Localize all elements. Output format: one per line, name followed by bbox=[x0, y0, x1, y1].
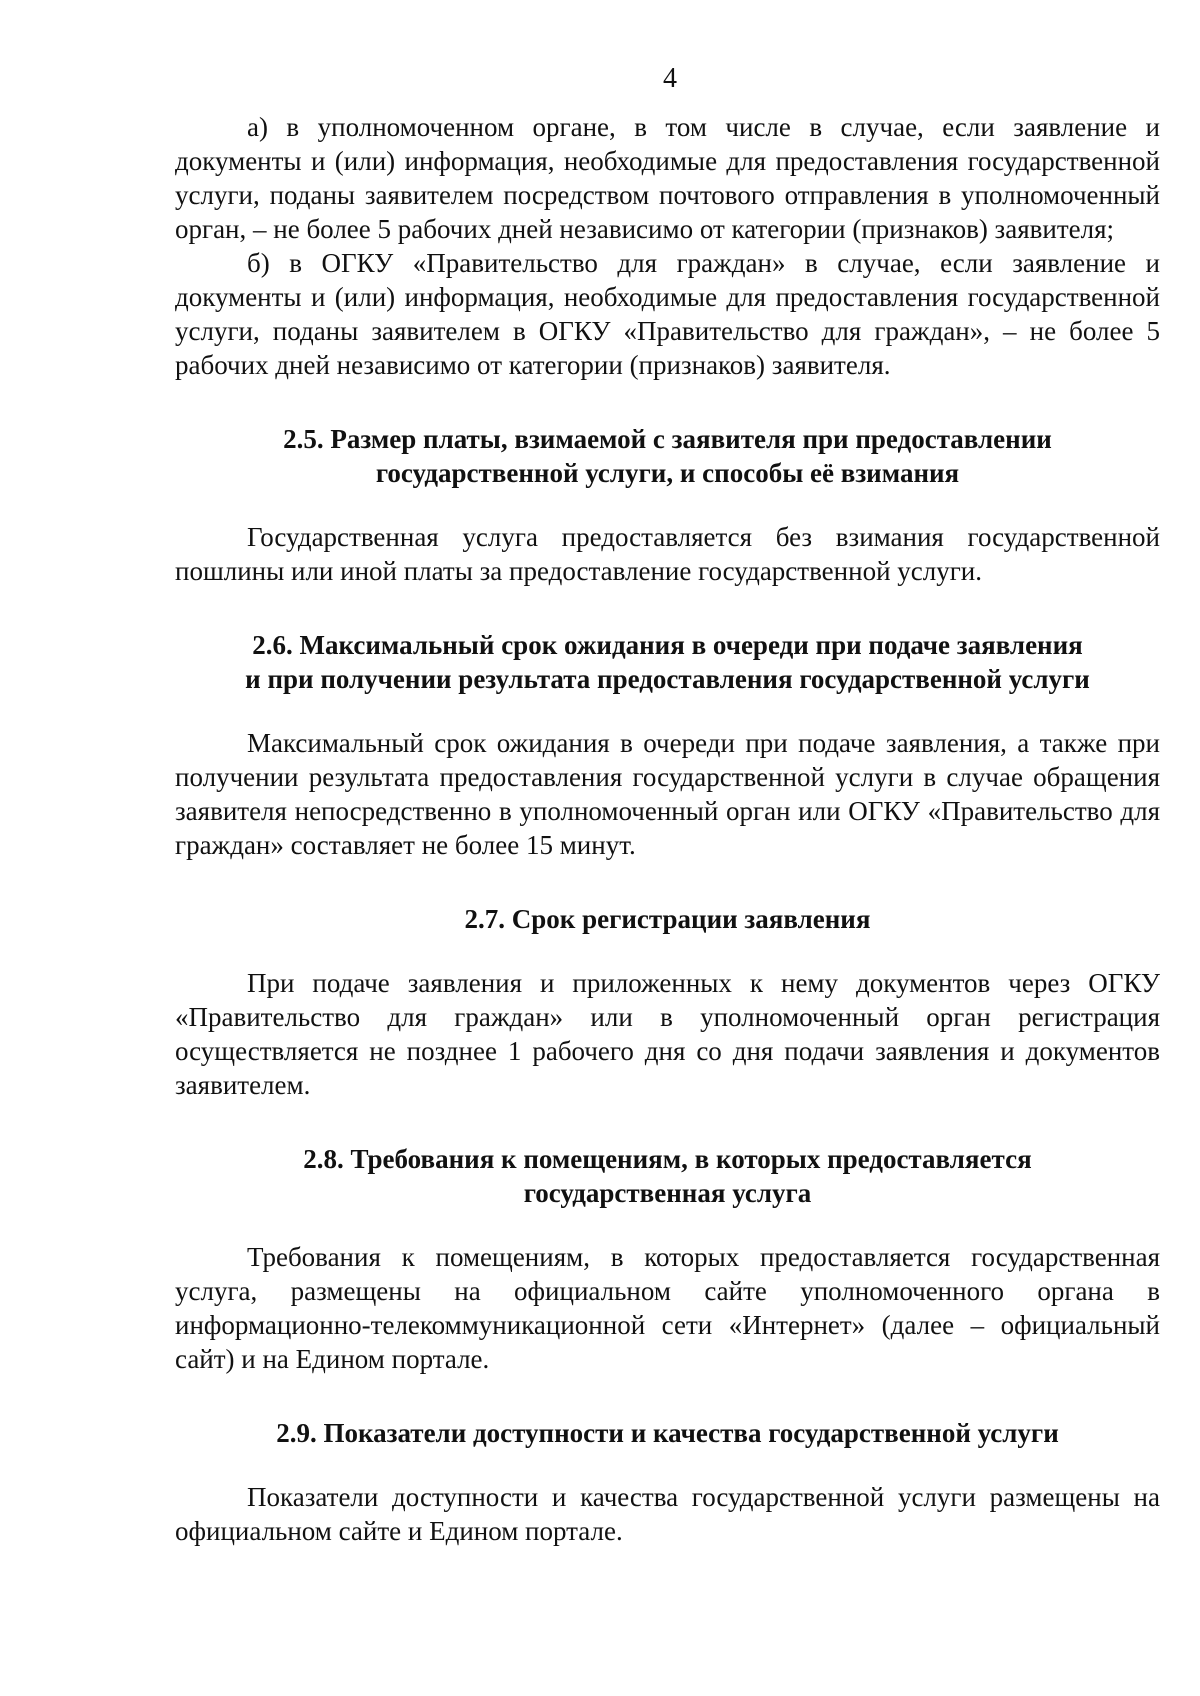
heading-line: и при получении результата предоставления государственной услуги bbox=[245, 664, 1090, 694]
heading-line: 2.5. Размер платы, взимаемой с заявителя при предоставлении bbox=[283, 424, 1052, 454]
heading-line: государственной услуги, и способы её взимания bbox=[375, 458, 960, 488]
heading-line: 2.8. Требования к помещениям, в которых предоставляется bbox=[303, 1144, 1032, 1174]
paragraph-2-8: Требования к помещениям, в которых предоставляется государственная услуга, размещены на официальном сайте уполномоченного органа в информационно-телекоммуникационной сети «Интернет» (далее – официальный сайт) и на Едином портале. bbox=[175, 1242, 1160, 1374]
heading-line: 2.9. Показатели доступности и качества государственной услуги bbox=[276, 1418, 1059, 1448]
paragraph-2-6: Максимальный срок ожидания в очереди при подаче заявления, а также при получении результата предоставления государственной услуги в случае обращения заявителя непосредственно в уполномоченный орган или ОГКУ «Правительство для граждан» составляет не более 15 минут. bbox=[175, 728, 1160, 860]
document-body bbox=[175, 110, 1160, 1548]
section-heading-2-5 bbox=[175, 422, 1160, 490]
paragraph-b: б) в ОГКУ «Правительство для граждан» в случае, если заявление и документы и (или) информация, необходимые для предоставления государственной услуги, поданы заявителем в ОГКУ «Правительство для граждан», – не более 5 рабочих дней независимо от категории (признаков) заявителя. bbox=[175, 248, 1160, 380]
section-heading-2-9 bbox=[175, 1416, 1160, 1450]
paragraph-2-5: Государственная услуга предоставляется без взимания государственной пошлины или иной платы за предоставление государственной услуги. bbox=[175, 522, 1160, 586]
section-heading-2-6 bbox=[175, 628, 1160, 696]
heading-line: государственная услуга bbox=[523, 1178, 812, 1208]
heading-line: 2.7. Срок регистрации заявления bbox=[464, 904, 871, 934]
paragraph-2-9: Показатели доступности и качества государственной услуги размещены на официальном сайте и Едином портале. bbox=[175, 1482, 1160, 1546]
paragraph-2-7: При подаче заявления и приложенных к нему документов через ОГКУ «Правительство для граждан» или в уполномоченный орган регистрация осуществляется не позднее 1 рабочего дня со дня подачи заявления и документов заявителем. bbox=[175, 968, 1160, 1100]
heading-line: 2.6. Максимальный срок ожидания в очереди при подаче заявления bbox=[252, 630, 1083, 660]
page-number: 4 bbox=[663, 63, 677, 94]
section-heading-2-7 bbox=[175, 902, 1160, 936]
paragraph-a: а) в уполномоченном органе, в том числе в случае, если заявление и документы и (или) информация, необходимые для предоставления государственной услуги, поданы заявителем посредством почтового отправления в уполномоченный орган, – не более 5 рабочих дней независимо от категории (признаков) заявителя; bbox=[175, 112, 1160, 244]
section-heading-2-8 bbox=[175, 1142, 1160, 1210]
